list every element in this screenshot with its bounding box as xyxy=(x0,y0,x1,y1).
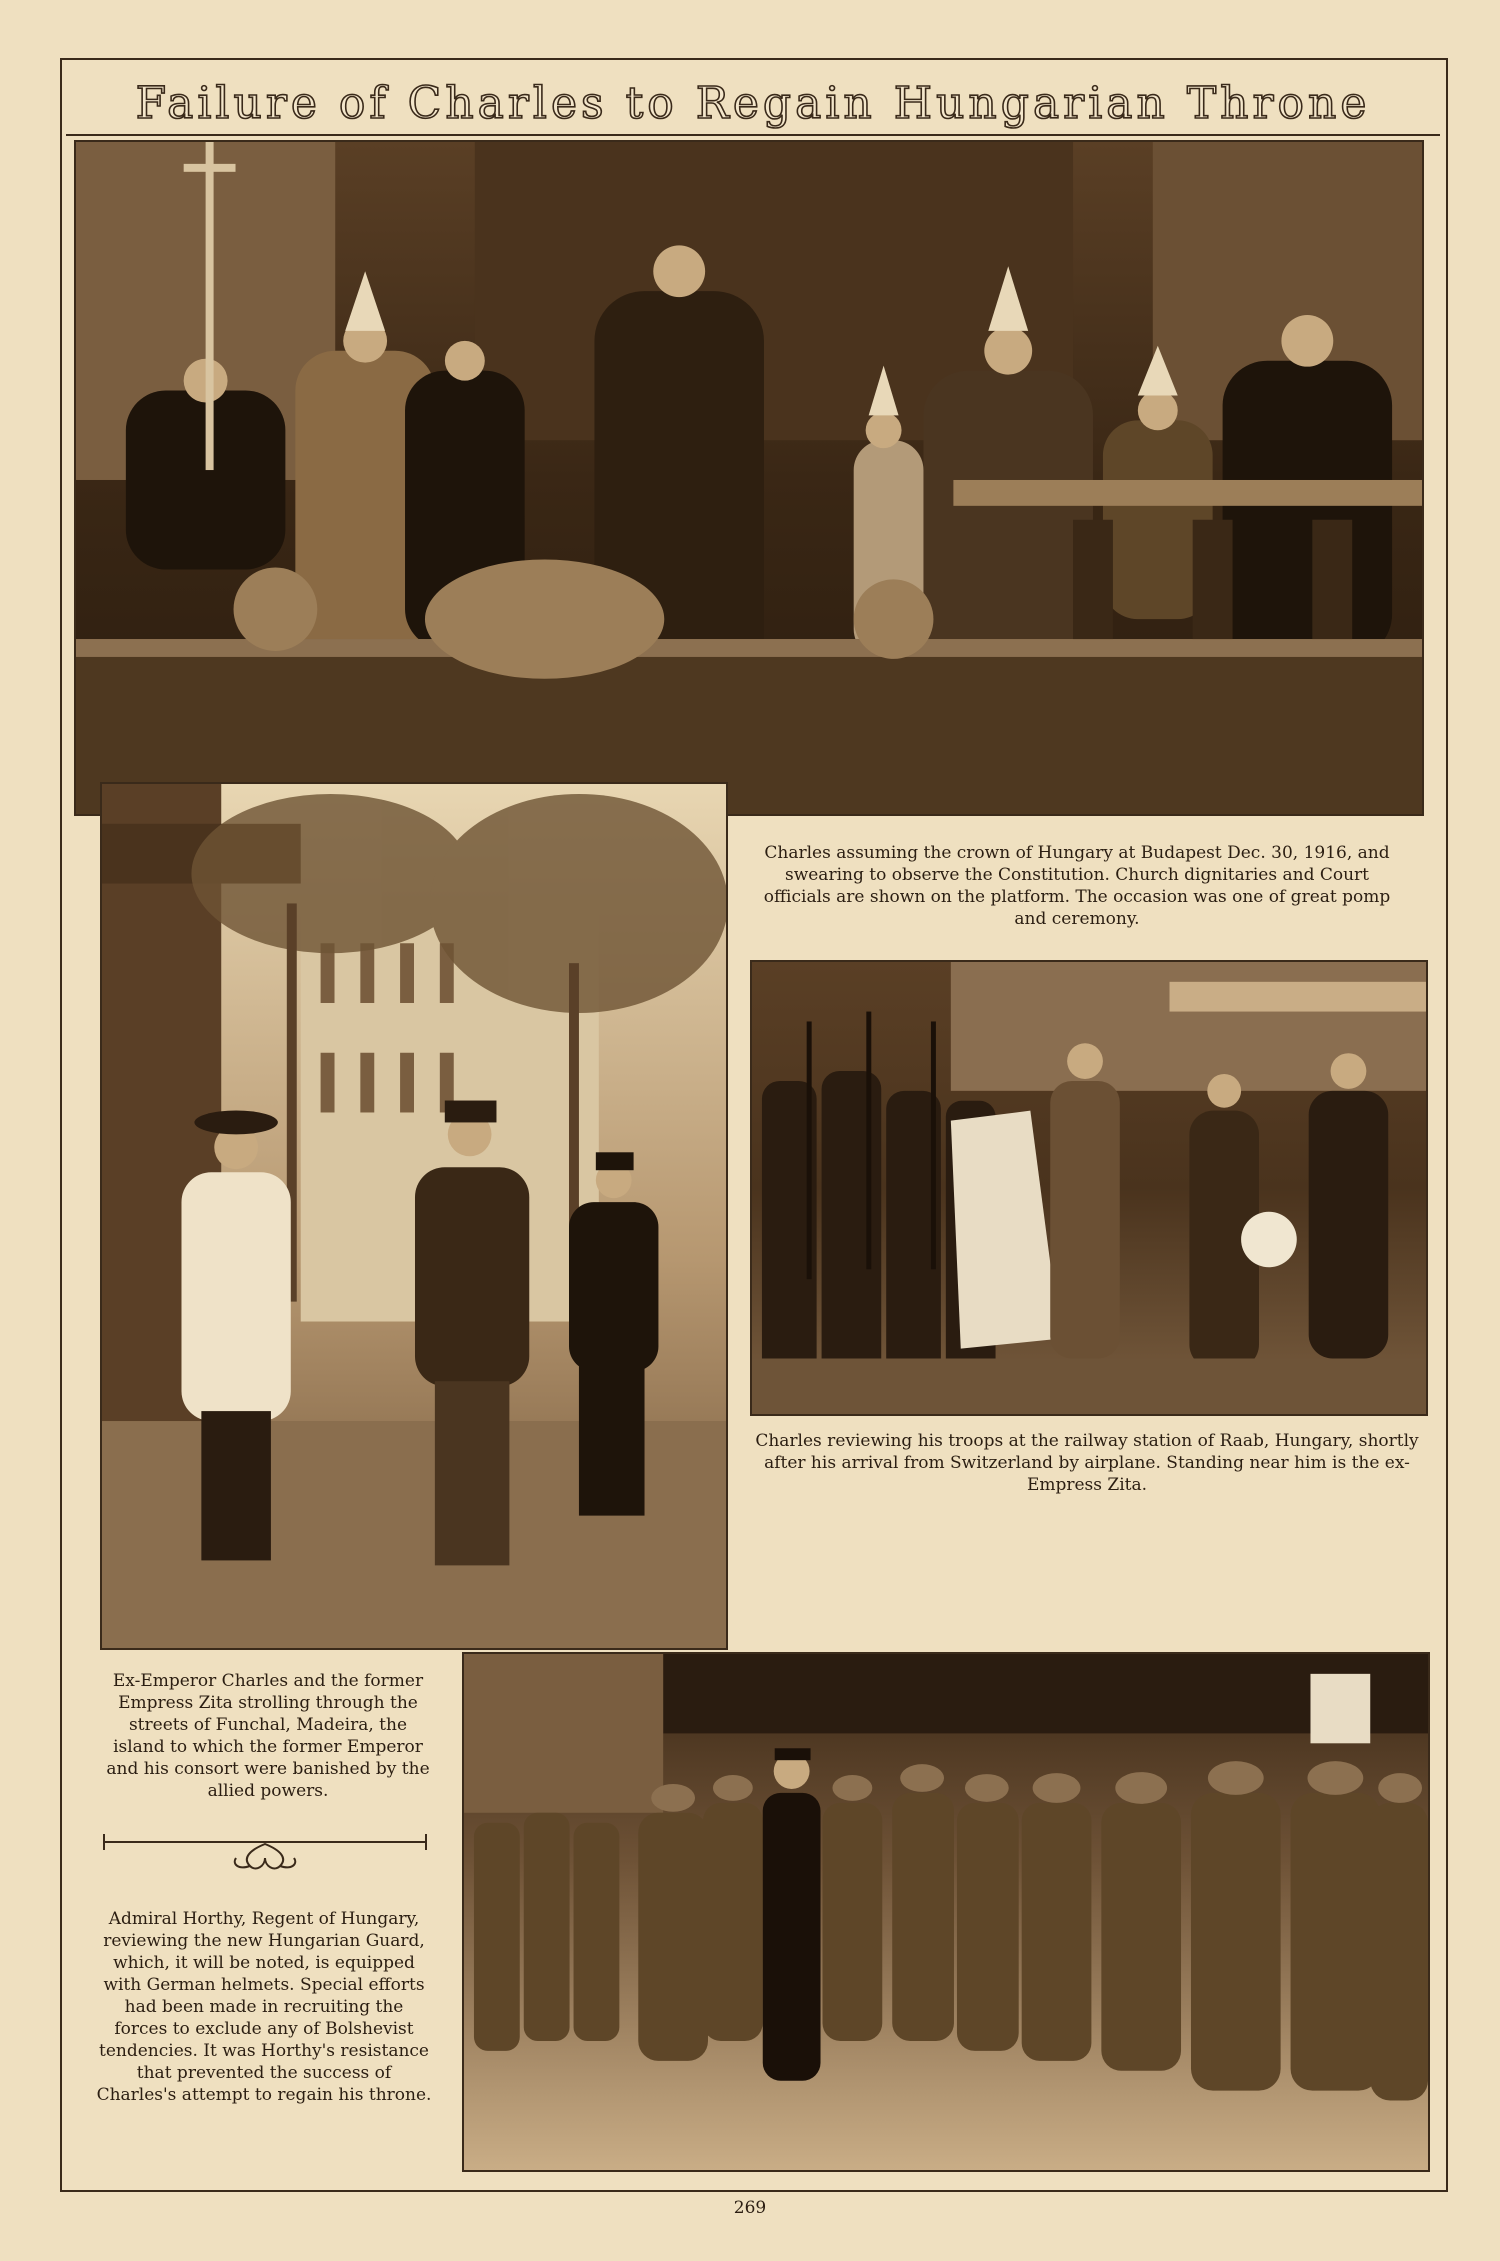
raab-caption: Charles reviewing his troops at the railway station of Raab, Hungary, shortly after his arrival from Switzerland by airplane. Standing near him is the ex-Empress Zita. xyxy=(755,1431,1419,1495)
funchal-photo xyxy=(100,782,728,1650)
title-rule xyxy=(66,134,1440,136)
horthy-photo xyxy=(462,1652,1430,2172)
coronation-photo xyxy=(74,140,1424,816)
page-number: 269 xyxy=(733,2198,767,2218)
horthy-caption: Admiral Horthy, Regent of Hungary, reviewing the new Hungarian Guard, which, it will be noted, is equipped with German helmets. Special efforts had been made in recruiting the forces to exclude any of Bolshevist tendencies. It was Horthy's resistance that prevented the success of Charles's attempt to regain his throne. xyxy=(96,1909,432,2105)
coronation-caption: Charles assuming the crown of Hungary at Budapest Dec. 30, 1916, and swearing to observe the Constitution. Church dignitaries and Court officials are shown on the platform. The occasion was one of great pomp and ceremony. xyxy=(763,843,1391,929)
page-title: Failure of Charles to Regain Hungarian Throne xyxy=(135,78,1371,129)
ornament-divider xyxy=(100,1830,430,1880)
raab-photo xyxy=(750,960,1428,1416)
funchal-caption: Ex-Emperor Charles and the former Empress Zita strolling through the streets of Funchal, Madeira, the island to which the former Emperor and his consort were banished by the allied powers. xyxy=(106,1671,430,1801)
